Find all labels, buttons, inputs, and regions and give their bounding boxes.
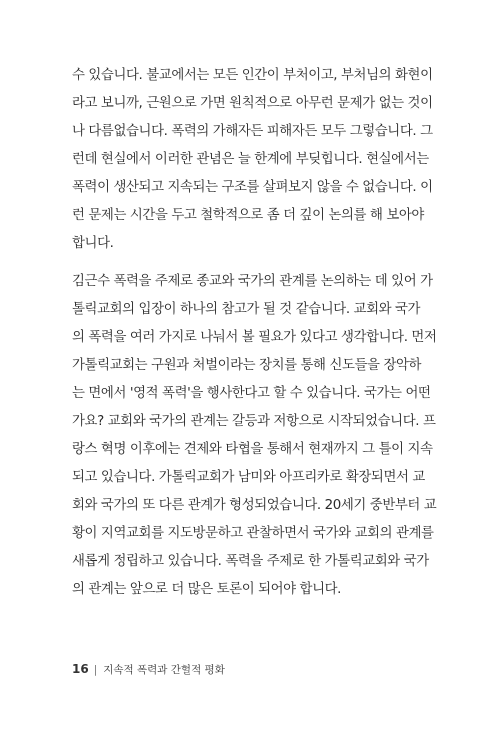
- running-title: 지속적 폭력과 간헐적 평화: [103, 664, 225, 676]
- paragraph-line: 김근수 폭력을 주제로 종교와 국가의 관계를 논의하는 데 있어 가: [72, 274, 433, 289]
- paragraph-line: 랑스 혁명 이후에는 견제와 타협을 통해서 현재까지 그 틀이 지속: [72, 442, 433, 457]
- paragraph-line: 황이 지역교회를 지도방문하고 관찰하면서 국가와 교회의 관계를: [72, 526, 434, 541]
- paragraph-line: 의 폭력을 여러 가지로 나눠서 볼 필요가 있다고 생각합니다. 먼저: [72, 330, 437, 345]
- paragraph-line: 는 면에서 '영적 폭력'을 행사한다고 할 수 있습니다. 국가는 어떤: [72, 386, 431, 401]
- paragraph-line: 새롭게 정립하고 있습니다. 폭력을 주제로 한 가톨릭교회와 국가: [72, 554, 429, 569]
- paragraph-line: 톨릭교회의 입장이 하나의 참고가 될 것 같습니다. 교회와 국가: [72, 302, 421, 317]
- paragraph-line: 수 있습니다. 불교에서는 모든 인간이 부처이고, 부처님의 화현이: [72, 68, 433, 83]
- paragraph-line: 라고 보니까, 근원으로 가면 원칙적으로 아무런 문제가 없는 것이: [72, 96, 433, 111]
- paragraph-line: 나 다름없습니다. 폭력의 가해자든 피해자든 모두 그렇습니다. 그: [72, 124, 433, 139]
- paragraph-line: 폭력이 생산되고 지속되는 구조를 살펴보지 않을 수 없습니다. 이: [72, 180, 433, 195]
- paragraph-line: 가톨릭교회는 구원과 처벌이라는 장치를 통해 신도들을 장악하: [72, 358, 422, 373]
- page-number: 16: [72, 662, 89, 676]
- paragraph-line: 런 문제는 시간을 두고 철학적으로 좀 더 깊이 논의를 해 보아야: [72, 208, 424, 223]
- footer-separator: |: [93, 664, 98, 676]
- paragraph-line: 되고 있습니다. 가톨릭교회가 남미와 아프리카로 확장되면서 교: [72, 470, 425, 485]
- paragraph-line: 합니다.: [72, 236, 114, 251]
- page-footer: [72, 662, 225, 677]
- paragraph-line: 가요? 교회와 국가의 관계는 갈등과 저항으로 시작되었습니다. 프: [72, 414, 436, 429]
- paragraph-line: 런데 현실에서 이러한 관념은 늘 한계에 부딪힙니다. 현실에서는: [72, 152, 429, 167]
- paragraph-line: 의 관계는 앞으로 더 많은 토론이 되어야 합니다.: [72, 582, 342, 597]
- paragraph-line: 회와 국가의 또 다른 관계가 형성되었습니다. 20세기 중반부터 교: [72, 498, 437, 513]
